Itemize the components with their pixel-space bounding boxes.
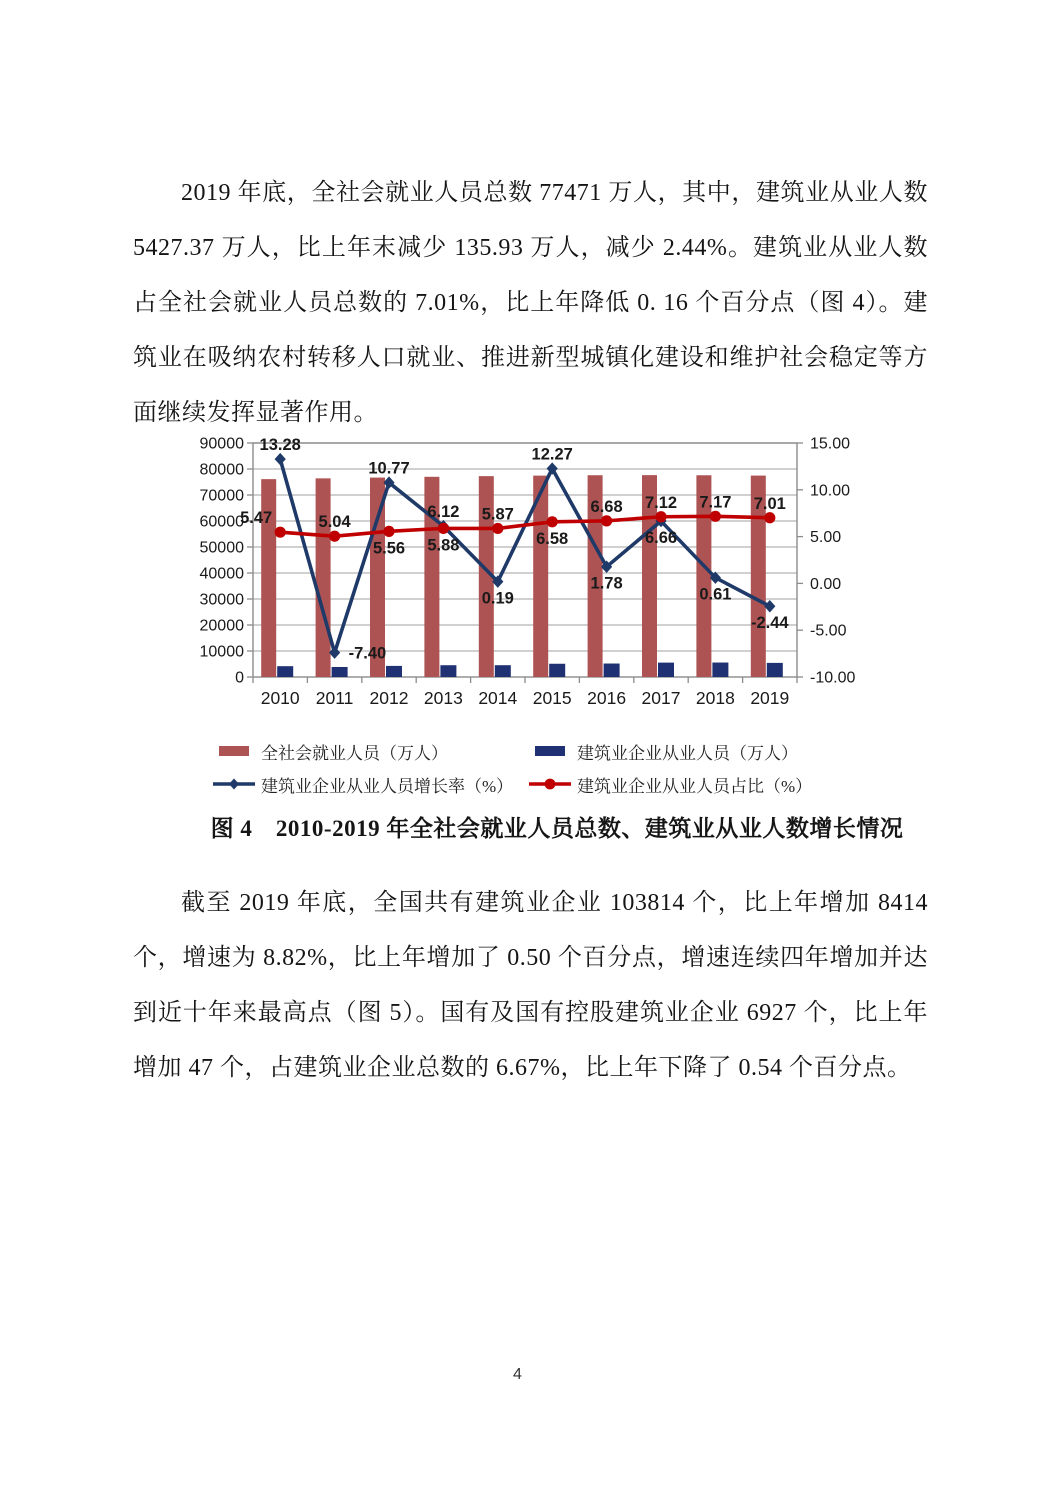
combo-chart-svg <box>150 425 860 717</box>
chart-legend <box>213 737 812 798</box>
legend-bar-swatch <box>213 744 255 758</box>
paragraph-employment-summary: 2019 年底，全社会就业人员总数 77471 万人，其中，建筑业从业人数 5427.37 万人，比上年末减少 135.93 万人，减少 2.44%。建筑业从业人数占全社会就业人员总数的 7.01%，比上年降低 0. 16 个百分点（图 4）。建筑业在吸纳农村转移人口就业、推进新型城镇化建设和维护社会稳定等方面继续发挥显著作用。 <box>133 180 928 426</box>
svg-text:10.00: 10.00 <box>810 482 851 500</box>
legend-item <box>213 737 529 765</box>
svg-text:50000: 50000 <box>199 539 244 557</box>
svg-text:80000: 80000 <box>199 461 244 479</box>
svg-text:5.87: 5.87 <box>481 505 514 524</box>
svg-text:2013: 2013 <box>423 688 463 708</box>
svg-text:30000: 30000 <box>199 591 244 609</box>
legend-line-swatch <box>213 777 255 791</box>
legend-label: 建筑业企业从业人员（万人） <box>577 743 798 763</box>
legend-label: 建筑业企业从业人员占比（%） <box>577 776 813 796</box>
svg-text:2015: 2015 <box>532 688 572 708</box>
svg-text:2014: 2014 <box>478 688 518 708</box>
svg-text:6.12: 6.12 <box>427 503 460 522</box>
legend-label: 全社会就业人员（万人） <box>261 743 448 763</box>
svg-text:5.56: 5.56 <box>372 539 406 558</box>
svg-text:0: 0 <box>235 669 244 687</box>
svg-text:12.27: 12.27 <box>531 445 573 464</box>
legend-bar-swatch <box>529 744 571 758</box>
svg-text:70000: 70000 <box>199 487 244 505</box>
legend-item <box>529 770 812 798</box>
svg-text:2016: 2016 <box>587 688 627 708</box>
svg-text:5.47: 5.47 <box>240 509 273 528</box>
svg-text:10.77: 10.77 <box>368 459 410 478</box>
svg-text:2011: 2011 <box>315 688 354 708</box>
svg-text:13.28: 13.28 <box>259 436 301 455</box>
svg-text:2018: 2018 <box>695 688 735 708</box>
paragraph-enterprise-summary: 截至 2019 年底，全国共有建筑业企业 103814 个，比上年增加 8414 个，增速为 8.82%，比上年增加了 0.50 个百分点，增速连续四年增加并达到近十年来最高点（图 5）。国有及国有控股建筑业企业 6927 个，比上年增加 47 个，占建筑业企业总数的 6.67%，比上年下降了 0.54 个百分点。 <box>133 890 928 1081</box>
svg-text:6.58: 6.58 <box>536 529 569 548</box>
legend-item <box>529 737 812 765</box>
svg-text:-5.00: -5.00 <box>810 622 847 640</box>
svg-text:-7.40: -7.40 <box>348 644 387 663</box>
svg-text:15.00: 15.00 <box>810 435 851 453</box>
legend-item <box>213 770 529 798</box>
legend-line-swatch <box>529 777 571 791</box>
svg-text:60000: 60000 <box>199 513 244 531</box>
figure-caption: 图 4 2010-2019 年全社会就业人员总数、建筑业从业人数增长情况 <box>210 816 904 841</box>
svg-text:2019: 2019 <box>750 688 790 708</box>
svg-text:0.61: 0.61 <box>699 585 732 604</box>
svg-text:40000: 40000 <box>199 565 244 583</box>
svg-text:20000: 20000 <box>199 617 244 635</box>
svg-text:5.00: 5.00 <box>810 529 842 547</box>
svg-text:6.68: 6.68 <box>590 497 623 516</box>
svg-text:7.17: 7.17 <box>699 493 732 512</box>
svg-text:90000: 90000 <box>199 435 244 453</box>
svg-text:2010: 2010 <box>260 688 300 708</box>
svg-text:6.66: 6.66 <box>644 529 678 548</box>
svg-text:10000: 10000 <box>199 643 244 661</box>
svg-text:1.78: 1.78 <box>590 574 623 593</box>
page-number: 4 <box>513 1366 522 1383</box>
svg-text:0.19: 0.19 <box>481 589 514 608</box>
svg-text:-2.44: -2.44 <box>750 614 789 633</box>
svg-text:2017: 2017 <box>641 688 681 708</box>
svg-text:2012: 2012 <box>369 688 409 708</box>
svg-text:-10.00: -10.00 <box>810 669 856 687</box>
svg-text:5.88: 5.88 <box>427 536 460 555</box>
legend-label: 建筑业企业从业人员增长率（%） <box>261 776 514 796</box>
svg-text:7.12: 7.12 <box>644 493 678 512</box>
svg-text:5.04: 5.04 <box>318 513 351 532</box>
svg-text:0.00: 0.00 <box>810 575 842 593</box>
svg-text:7.01: 7.01 <box>753 494 786 513</box>
